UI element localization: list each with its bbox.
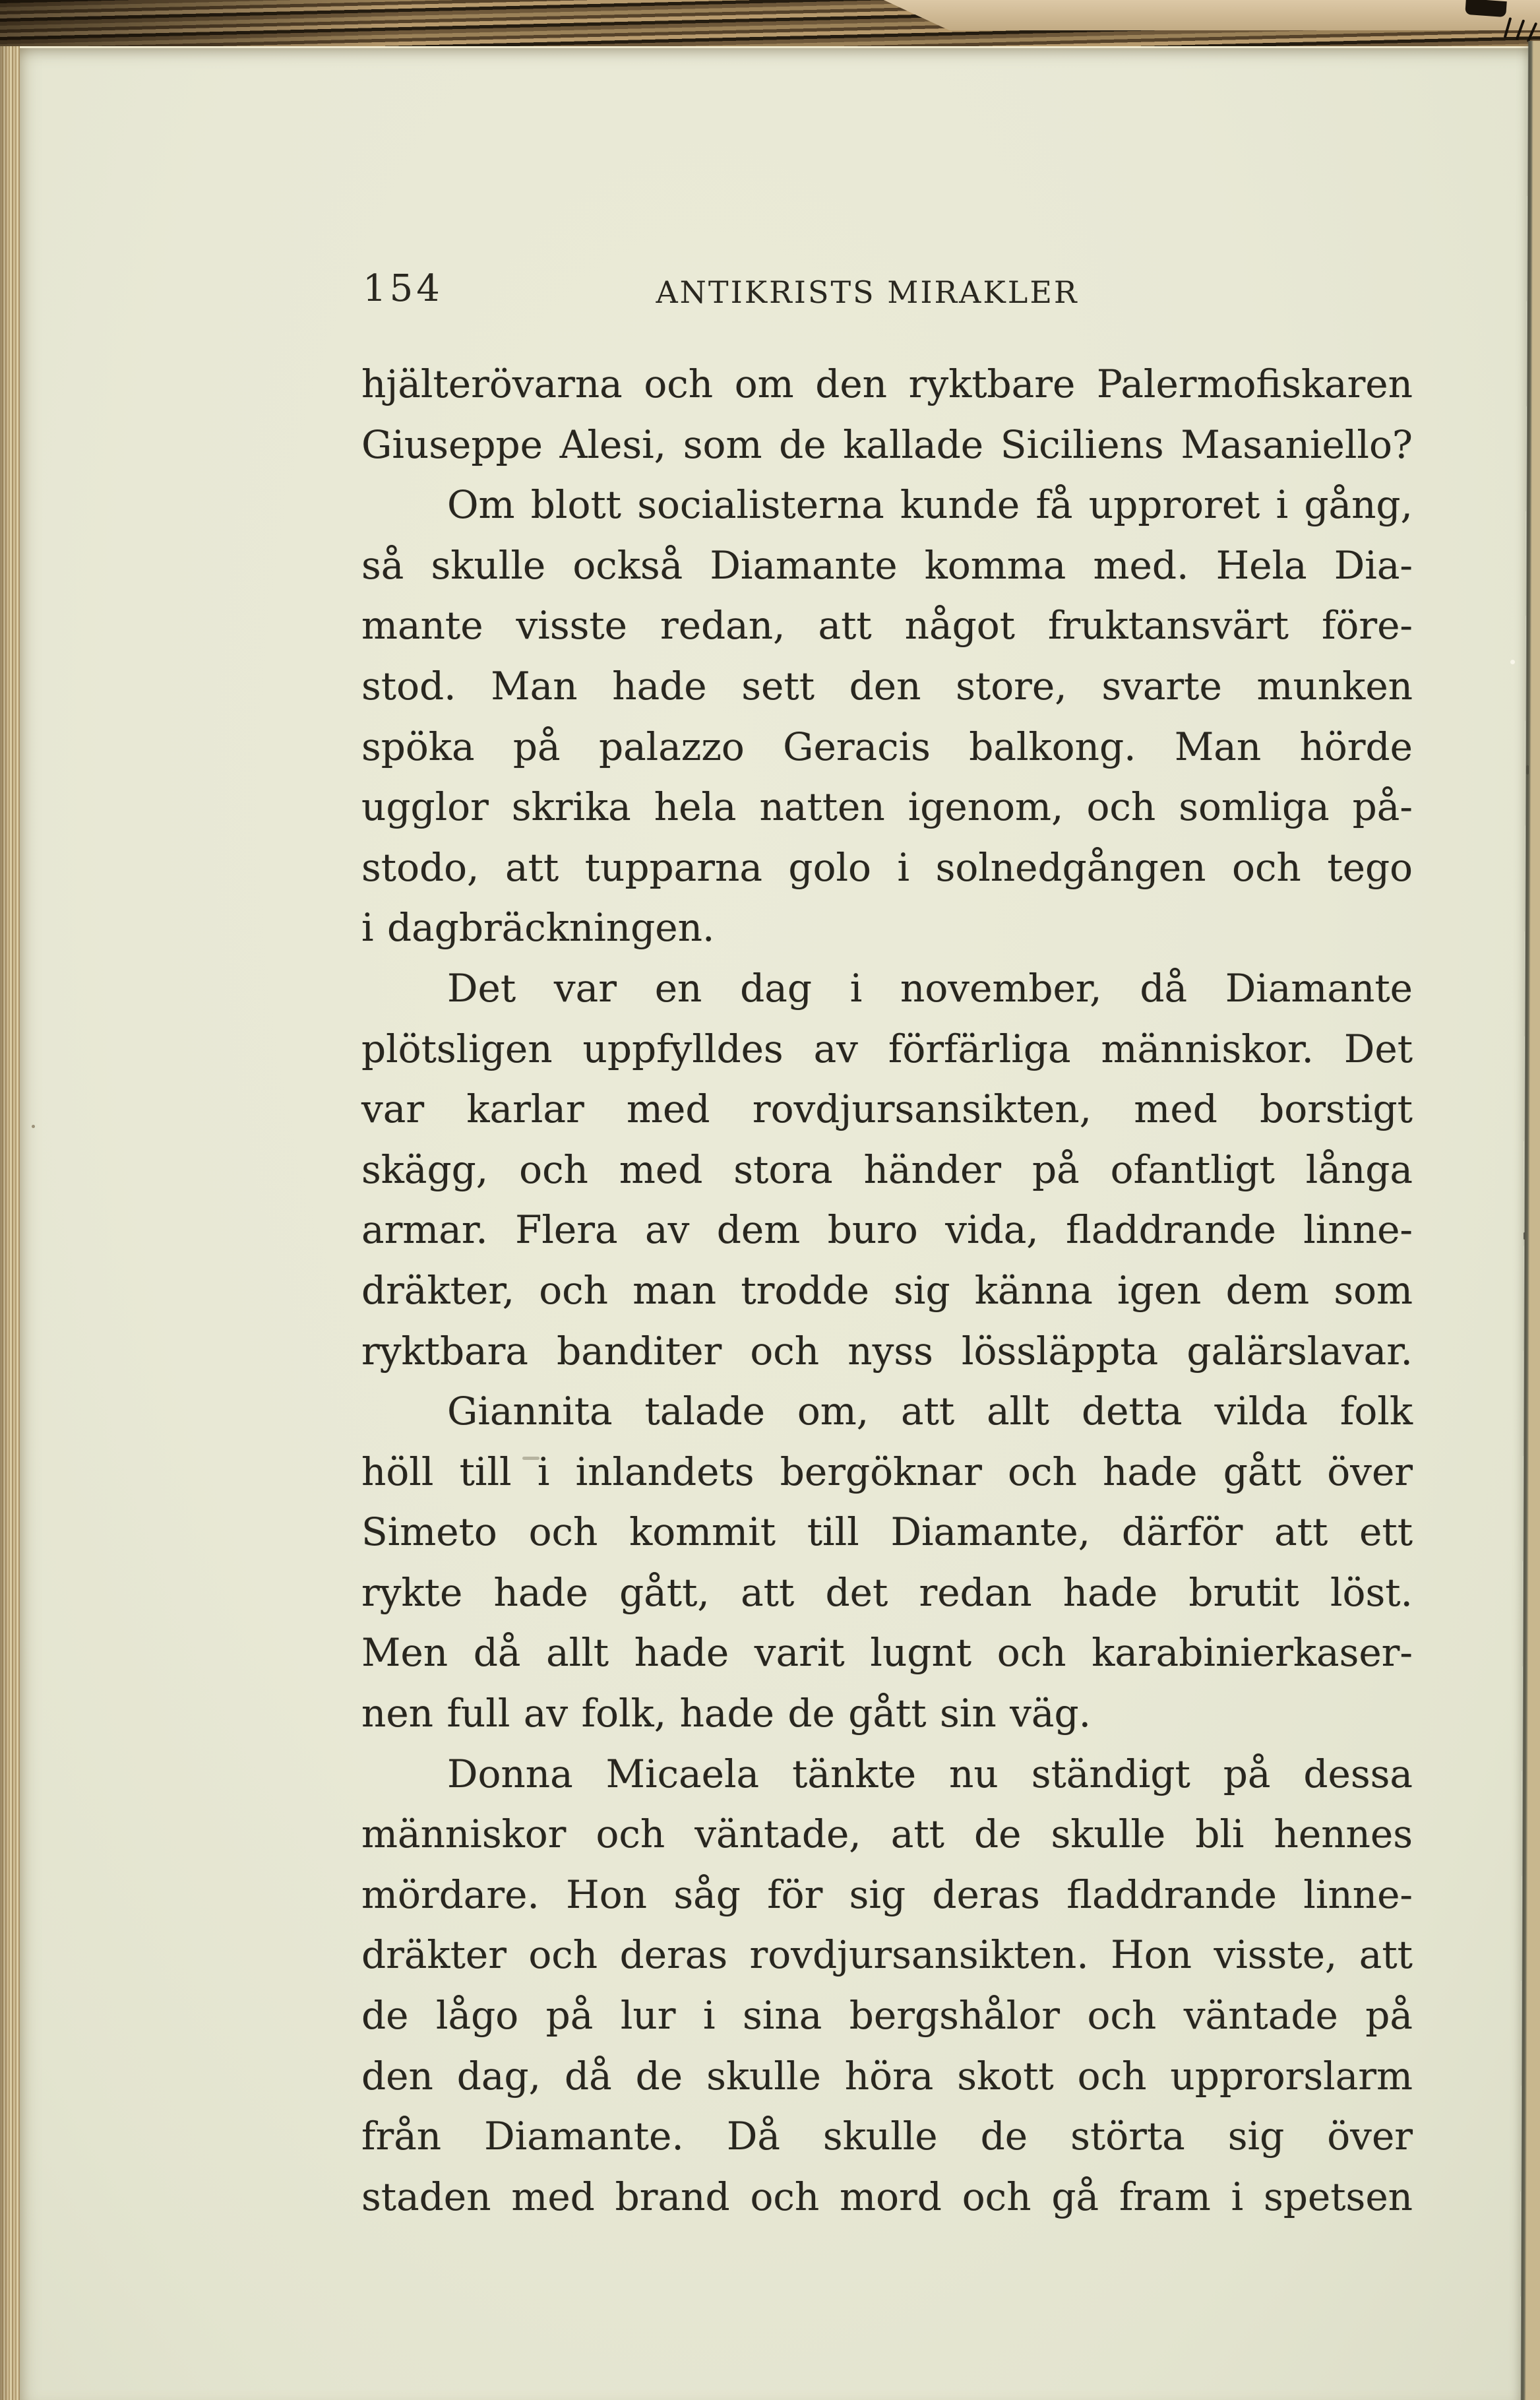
text-line: Om blott socialisterna kunde få upproret i gång, <box>447 482 1413 528</box>
text-line: Giannita talade om, att allt detta vilda folk <box>447 1389 1413 1434</box>
scan-speck <box>1510 660 1515 664</box>
adjacent-page-edge <box>884 0 1540 30</box>
text-line: i dagbräckningen. <box>361 905 715 951</box>
text-line: skägg, och med stora händer på ofantligt långa <box>361 1147 1413 1192</box>
text-line: mante visste redan, att något fruktansvärt före- <box>361 603 1413 648</box>
text-line: hjälterövarna och om den ryktbare Palermofiskaren <box>361 362 1413 406</box>
scan-speck <box>1526 765 1529 774</box>
text-line: rykte hade gått, att det redan hade brutit löst. <box>361 1569 1413 1615</box>
text-line: nen full av folk, hade de gått sin väg. <box>361 1691 1092 1736</box>
text-line: plötsligen uppfylldes av förfärliga människor. Det <box>361 1026 1413 1071</box>
text-line: från Diamante. Då skulle de störta sig över <box>361 2114 1413 2159</box>
text-line: Det var en dag i november, då Diamante <box>447 965 1413 1011</box>
text-line: så skulle också Diamante komma med. Hela Dia- <box>361 542 1413 588</box>
text-line: höll till i inlandets bergöknar och hade gått över <box>361 1449 1413 1494</box>
scan-speck <box>522 1457 539 1460</box>
book-page <box>20 46 1540 2400</box>
text-line: stod. Man hade sett den store, svarte munken <box>361 663 1413 709</box>
text-line: den dag, då de skulle höra skott och upprorslarm <box>361 2053 1413 2099</box>
text-line: de lågo på lur i sina bergshålor och väntade på <box>361 1993 1413 2038</box>
text-line: staden med brand och mord och gå fram i spetsen <box>361 2174 1413 2219</box>
book-left-page-edges <box>0 46 20 2400</box>
text-line: Donna Micaela tänkte nu ständigt på dessa <box>447 1751 1413 1796</box>
scan-speck <box>32 1125 35 1128</box>
text-line: Giuseppe Alesi, som de kallade Siciliens Masaniello? <box>361 422 1413 467</box>
text-line: spöka på palazzo Geracis balkong. Man hörde <box>361 724 1413 769</box>
text-line: var karlar med rovdjursansikten, med borstigt <box>361 1087 1413 1132</box>
running-header: ANTIKRISTS MIRAKLER <box>656 274 1079 310</box>
text-line: mördare. Hon såg för sig deras fladdrande linne- <box>361 1872 1413 1917</box>
page-number: 154 <box>363 267 443 310</box>
scan-speck <box>1524 1232 1525 1240</box>
text-line: människor och väntade, att de skulle bli hennes <box>361 1812 1413 1857</box>
text-line: armar. Flera av dem buro vida, fladdrande linne- <box>361 1207 1413 1253</box>
text-line: Simeto och kommit till Diamante, därför att ett <box>361 1509 1413 1555</box>
text-line: stodo, att tupparna golo i solnedgången och tego <box>361 844 1413 890</box>
text-line: ryktbara banditer och nyss lössläppta galärslavar. <box>361 1328 1413 1374</box>
body-text <box>361 354 1413 2227</box>
text-line: ugglor skrika hela natten igenom, och somliga på- <box>361 784 1413 830</box>
scan-corner-artifact <box>1465 0 1507 17</box>
text-line: Men då allt hade varit lugnt och karabinierkaser- <box>361 1630 1413 1676</box>
text-line: dräkter, och man trodde sig känna igen dem som <box>361 1267 1413 1313</box>
text-line: dräkter och deras rovdjursansikten. Hon visste, att <box>361 1932 1413 1978</box>
